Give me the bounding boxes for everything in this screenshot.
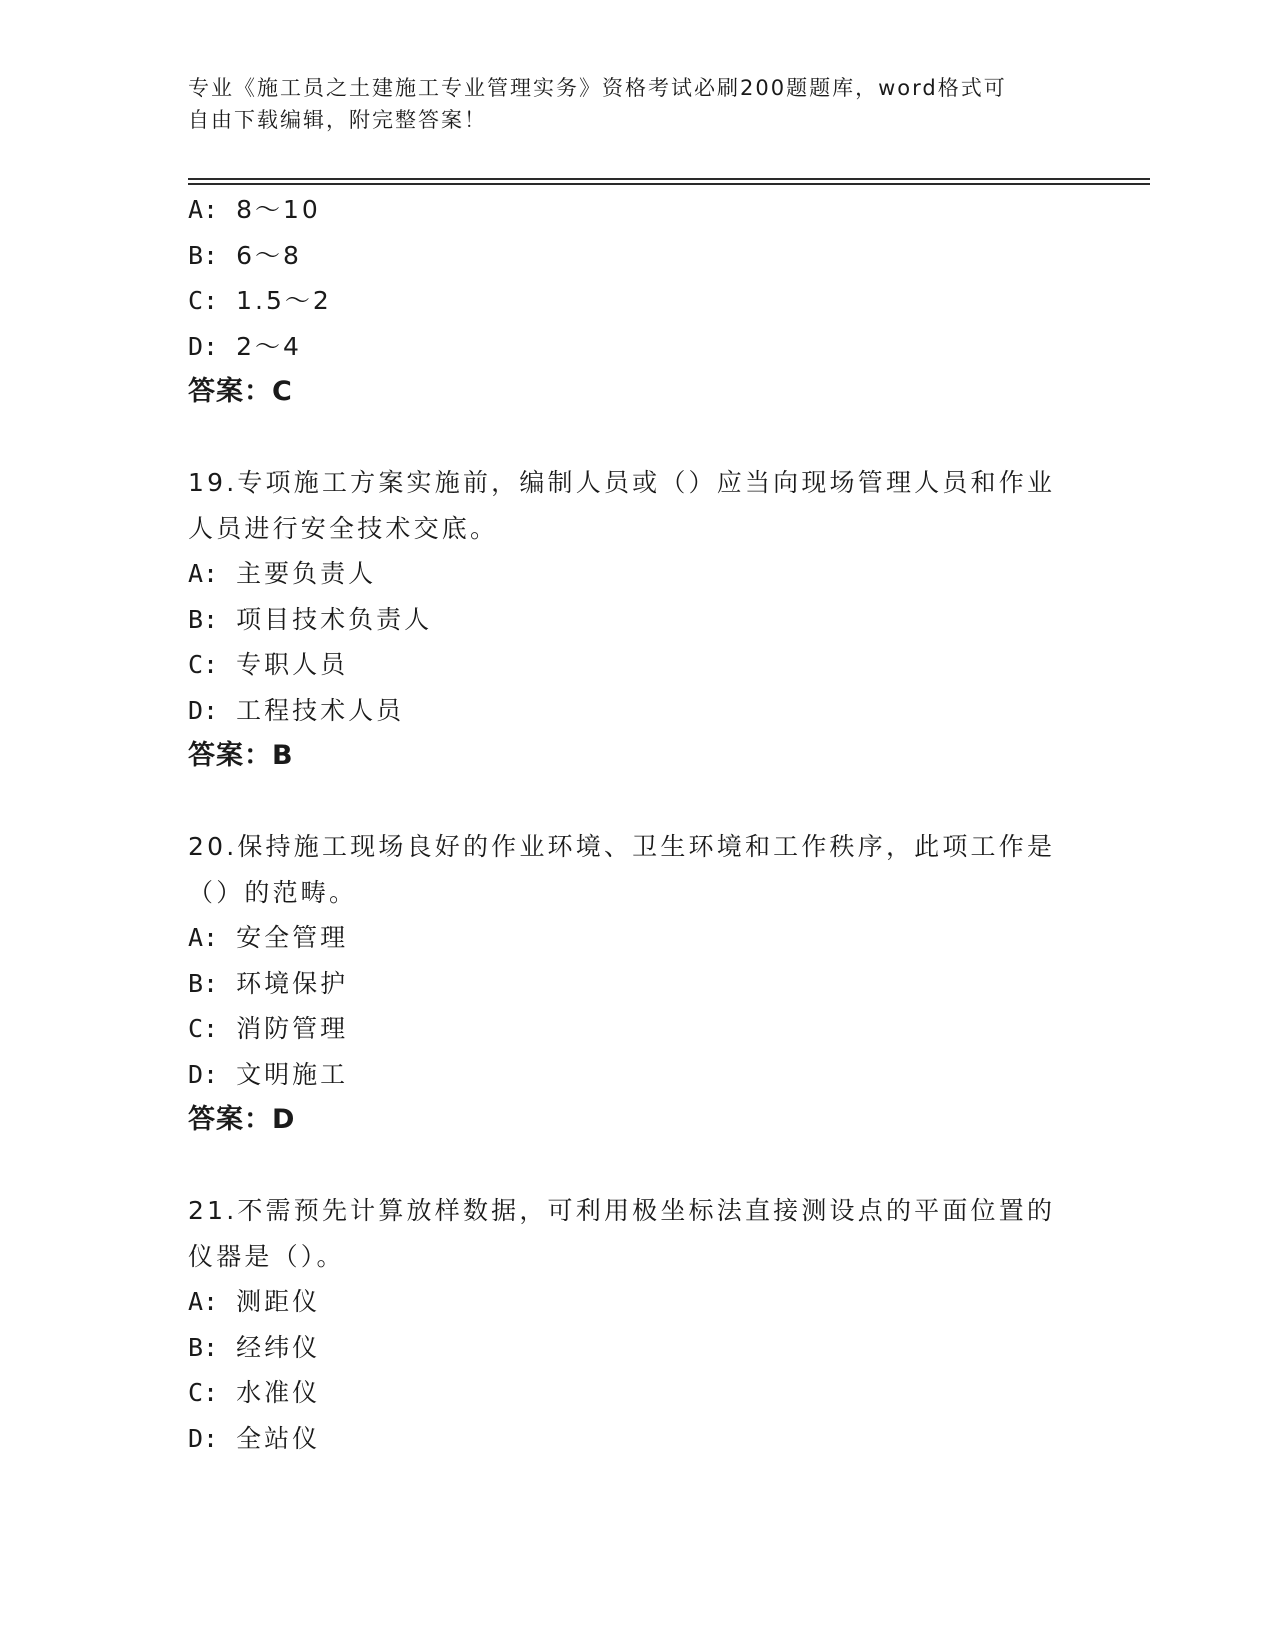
answer-label: 答案：D (188, 1104, 296, 1135)
option-text: 消防管理 (236, 1014, 349, 1043)
option-prefix: D: (188, 331, 219, 361)
option-text: 文明施工 (236, 1059, 349, 1089)
option-c (188, 1006, 1088, 1052)
option-prefix: D: (188, 1423, 219, 1453)
option-prefix: B: (188, 968, 219, 998)
option-prefix: D: (188, 1059, 219, 1089)
option-b (188, 597, 1088, 643)
option-text: 2～4 (236, 331, 302, 361)
header-rule-top (188, 178, 1150, 180)
spacer (188, 779, 1088, 825)
question-stem-line-2: 人员进行安全技术交底。 (188, 513, 499, 543)
option-prefix: B: (188, 240, 219, 270)
option-prefix: A: (188, 559, 219, 588)
answer-label: 答案：C (188, 376, 293, 407)
question-18 (188, 187, 1088, 415)
option-text: 水准仪 (236, 1378, 321, 1407)
option-prefix: A: (188, 1287, 219, 1316)
question-20 (188, 824, 1088, 1143)
option-a (188, 1279, 1088, 1325)
option-text: 专职人员 (236, 650, 349, 679)
option-prefix: A: (188, 195, 219, 224)
option-d (188, 688, 1088, 734)
option-prefix: B: (188, 1332, 219, 1362)
question-stem-line-2: 仪器是（）。 (188, 1241, 345, 1271)
option-text: 环境保护 (236, 968, 349, 998)
option-text: 1.5～2 (236, 286, 332, 315)
answer-label: 答案：B (188, 740, 294, 771)
question-stem-line-1: 20.保持施工现场良好的作业环境、卫生环境和工作秩序，此项工作是 (188, 832, 1056, 861)
spacer (188, 1143, 1088, 1189)
option-a (188, 187, 1088, 233)
option-prefix: B: (188, 604, 219, 634)
option-text: 8～10 (236, 195, 321, 224)
option-b (188, 961, 1088, 1007)
option-text: 全站仪 (236, 1423, 321, 1453)
option-c (188, 642, 1088, 688)
option-text: 项目技术负责人 (236, 604, 433, 634)
spacer (188, 415, 1088, 461)
option-prefix: C: (188, 1014, 219, 1043)
option-text: 经纬仪 (236, 1332, 321, 1362)
option-prefix: C: (188, 286, 219, 315)
option-a (188, 915, 1088, 961)
option-a (188, 551, 1088, 597)
question-19 (188, 460, 1088, 779)
option-b (188, 233, 1088, 279)
option-c (188, 1370, 1088, 1416)
option-prefix: D: (188, 695, 219, 725)
question-list (188, 187, 1088, 1461)
header-title-line-2: 自由下载编辑，附完整答案！ (188, 108, 487, 132)
option-text: 测距仪 (236, 1287, 321, 1316)
option-text: 工程技术人员 (236, 695, 405, 725)
header-title-line-1: 专业《施工员之土建施工专业管理实务》资格考试必刷200题题库，word格式可 (188, 76, 1007, 100)
header-rule-bottom (188, 183, 1150, 185)
option-text: 6～8 (236, 240, 302, 270)
question-stem-line-1: 21.不需预先计算放样数据，可利用极坐标法直接测设点的平面位置的 (188, 1196, 1056, 1225)
option-prefix: C: (188, 650, 219, 679)
question-21 (188, 1188, 1088, 1461)
question-stem-line-1: 19.专项施工方案实施前，编制人员或（）应当向现场管理人员和作业 (188, 468, 1056, 497)
option-d (188, 324, 1088, 370)
document-header (188, 72, 1068, 136)
option-text: 安全管理 (236, 923, 349, 952)
option-prefix: C: (188, 1378, 219, 1407)
option-d (188, 1416, 1088, 1462)
option-b (188, 1325, 1088, 1371)
option-c (188, 278, 1088, 324)
option-prefix: A: (188, 923, 219, 952)
option-d (188, 1052, 1088, 1098)
question-stem-line-2: （）的范畴。 (188, 877, 358, 907)
option-text: 主要负责人 (236, 559, 377, 588)
